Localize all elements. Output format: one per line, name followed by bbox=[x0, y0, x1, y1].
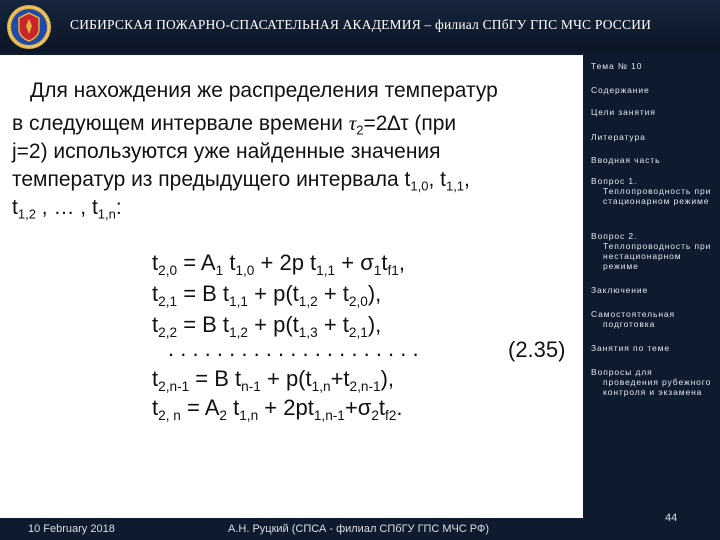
paragraph-line-5: $t_{1,2}$ , … , $t_{1,n}$: bbox=[12, 196, 122, 222]
sidebar-item-question-2[interactable]: Вопрос 2. Теплопроводность при нестационарном режиме bbox=[591, 231, 712, 271]
page-title: СИБИРСКАЯ ПОЖАРНО-СПАСАТЕЛЬНАЯ АКАДЕМИЯ – филиал СПбГУ ГПС МЧС РОССИИ bbox=[70, 17, 652, 32]
footer-bar bbox=[0, 512, 720, 540]
page-number: 44 bbox=[665, 512, 678, 524]
sidebar-navigation bbox=[585, 55, 720, 518]
paragraph-line-1: Для нахождения же распределения температур bbox=[30, 79, 498, 102]
academy-emblem-icon bbox=[6, 4, 52, 50]
sidebar-item-topic[interactable]: Тема № 10 bbox=[591, 61, 643, 71]
header-bar bbox=[0, 0, 720, 52]
equation-number: (2.35) bbox=[508, 337, 566, 362]
equation-row: $t_{2, n} = A_2$ $t_{1,n} + 2pt_{1,n-1}+\sigma_2t_{f2}$. bbox=[152, 395, 403, 423]
paragraph-line-2: в следующем интервале времени $\tau_2=2\Delta\tau$ (при bbox=[12, 111, 457, 138]
sidebar-item-introduction[interactable]: Вводная часть bbox=[591, 155, 661, 165]
sidebar-item-goals[interactable]: Цели занятия bbox=[591, 107, 656, 117]
sidebar-item-literature[interactable]: Литература bbox=[591, 132, 646, 142]
paragraph-line-4: температур из предыдущего интервала $t_{1,0}$, $t_{1,1}$, bbox=[12, 168, 470, 194]
equation-row: $t_{2,0} = A_1$ $t_{1,0} + 2p$ $t_{1,1} + \sigma_1t_{f1}$, bbox=[152, 250, 405, 278]
sidebar-item-self-study[interactable]: Самостоятельная подготовка bbox=[591, 309, 676, 329]
equation-row: $t_{2,1} = B$ $t_{1,1} + p(t_{1,2} + t_{2,0})$, bbox=[152, 281, 382, 309]
equation-ellipsis: . . . . . . . . . . . . . . . . . . . . . bbox=[168, 336, 419, 361]
sidebar-item-lessons[interactable]: Занятия по теме bbox=[591, 343, 671, 353]
equation-row: $t_{2,2} = B$ $t_{1,2} + p(t_{1,3} + t_{2,1})$, bbox=[152, 312, 382, 340]
sidebar-item-contents[interactable]: Содержание bbox=[591, 85, 650, 95]
footer-author: А.Н. Руцкий (СПСА - филиал СПбГУ ГПС МЧС РФ) bbox=[228, 523, 490, 535]
paragraph-line-3: j=2) используются уже найденные значения bbox=[12, 140, 441, 163]
footer-date: 10 February 2018 bbox=[28, 523, 115, 535]
sidebar-item-question-1[interactable]: Вопрос 1. Теплопроводность при стационарном режиме bbox=[591, 176, 712, 206]
slide-content bbox=[0, 55, 583, 518]
sidebar-item-exam-questions[interactable]: Вопросы для проведения рубежного контроля и экзамена bbox=[591, 367, 712, 397]
sidebar-item-conclusion[interactable]: Заключение bbox=[591, 285, 649, 295]
equation-row: $t_{2,n-1} = B$ $t_{n-1} + p(t_{1,n}+t_{2,n-1})$, bbox=[152, 366, 395, 394]
